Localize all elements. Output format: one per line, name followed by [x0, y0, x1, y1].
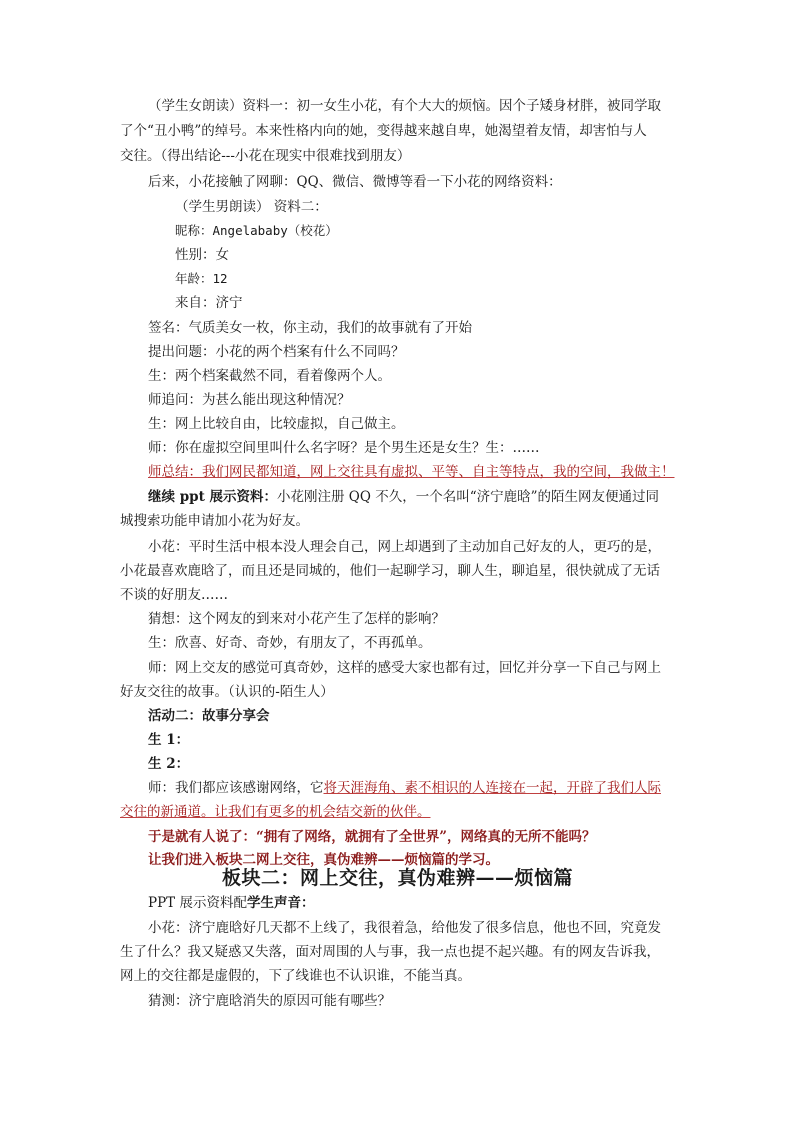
paragraph-line: 小花最喜欢鹿晗了，而且还是同城的，他们一起聊学习，聊人生，聊追星，很快就成了无话 [120, 563, 660, 579]
paragraph-line [148, 893, 703, 913]
teacher-summary: 师总结：我们网民都知道，网上交往具有虚拟、平等、自主等特点，我的空间，我做主！ [148, 464, 675, 480]
paragraph-line: 网上的交往都是虚假的，下了线谁也不认识谁，不能当真。 [120, 968, 471, 984]
paragraph-line [148, 778, 703, 798]
profile-from: 来自：济宁 [175, 295, 243, 311]
paragraph-line: 师：网上交友的感觉可真奇妙，这样的感受大家也都有过，回忆并分享一下自己与网上 [148, 660, 661, 676]
section-title: 板块二：网上交往，真伪难辨——烦恼篇 [221, 867, 573, 889]
paragraph-line: 生：两个档案截然不同，看着像两个人。 [148, 368, 391, 384]
transition-line: 让我们进入板块二网上交往，真伪难辨——烦恼篇的学习。 [148, 852, 499, 868]
paragraph-line: 小花：济宁鹿晗好几天都不上线了，我很着急，给他发了很多信息，他也不回，究竟发 [148, 920, 661, 936]
continue-label: 继续 ppt 展示资料： [148, 489, 278, 505]
profile-nickname: 昵称：Angelababy（校花） [175, 223, 338, 238]
profile-age: 年龄：12 [175, 271, 228, 286]
ppt-label: PPT 展示资料配 [148, 895, 247, 911]
teacher-text: 师：我们都应该感谢网络，它 [148, 780, 324, 796]
paragraph-line: 好友交往的故事。（认识的-陌生人） [120, 684, 334, 700]
paragraph-line: 交往。（得出结论---小花在现实中很难找到朋友） [120, 148, 411, 164]
paragraph-line: 提出问题：小花的两个档案有什么不同吗？ [148, 344, 405, 360]
teacher-highlight: 交往的新通道。让我们有更多的机会结交新的伙伴。 [120, 804, 431, 820]
paragraph-line: 后来，小花接触了网聊：QQ、微信、微博等看一下小花的网络资料： [148, 174, 562, 190]
student-voice-label: 学生声音： [246, 895, 315, 911]
paragraph-line [148, 487, 703, 507]
paragraph-line: 生了什么？我又疑惑又失落，面对周围的人与事，我一点也提不起兴趣。有的网友告诉我， [120, 944, 660, 960]
paragraph-line: 生：网上比较自由，比较虚拟，自己做主。 [148, 416, 405, 432]
student-2-label: 生 2： [148, 756, 190, 772]
paragraph-line: 城搜索功能申请加小花为好友。 [120, 513, 309, 529]
paragraph-line: 小花：平时生活中根本没人理会自己，网上却遇到了主动加自己好友的人，更巧的是， [148, 539, 661, 555]
paragraph-line: 生：欣喜、好奇、奇妙，有朋友了，不再孤单。 [148, 635, 432, 651]
profile-gender: 性别：女 [175, 247, 229, 263]
paragraph-line: 猜想：这个网友的到来对小花产生了怎样的影响？ [148, 611, 445, 627]
paragraph-line: 不谈的好朋友…… [120, 587, 228, 603]
transition-line: 于是就有人说了：“拥有了网络，就拥有了全世界”，网络真的无所不能吗？ [148, 829, 596, 845]
continue-text: 小花刚注册 QQ 不久，一个名叫“济宁鹿晗”的陌生网友便通过同 [277, 489, 660, 505]
paragraph-line: （学生男朗读） 资料二： [175, 199, 328, 215]
paragraph-line: 了个“丑小鸭”的绰号。本来性格内向的她，变得越来越自卑，她渴望着友情，却害怕与人 [120, 123, 647, 139]
activity-heading: 活动二：故事分享会 [148, 708, 270, 724]
student-1-label: 生 1： [148, 732, 190, 748]
teacher-highlight: 将天涯海角、素不相识的人连接在一起，开辟了我们人际 [323, 780, 661, 796]
profile-signature: 签名：气质美女一枚，你主动，我们的故事就有了开始 [148, 320, 472, 336]
paragraph-line: 师：你在虚拟空间里叫什么名字呀？是个男生还是女生？生：…… [148, 440, 540, 456]
paragraph-line: （学生女朗读）资料一：初一女生小花，有个大大的烦恼。因个子矮身材胖，被同学取 [148, 98, 661, 114]
paragraph-line: 猜测：济宁鹿晗消失的原因可能有哪些？ [148, 993, 391, 1009]
paragraph-line: 师追问：为甚么能出现这种情况？ [148, 392, 351, 408]
